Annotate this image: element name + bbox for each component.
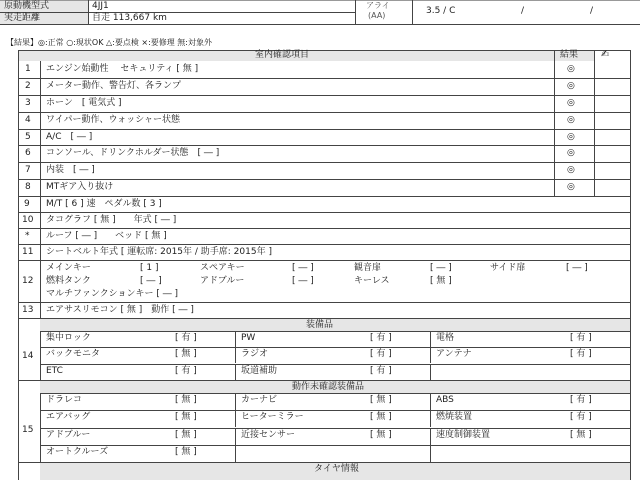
row-11-no: 11 — [22, 247, 34, 257]
equipment-item-value: [ 有 ] — [370, 366, 392, 376]
row-12-no: 12 — [22, 276, 34, 286]
row-9-no: 9 — [24, 199, 30, 209]
row-3-text: ホーン [ 電気式 ] — [46, 98, 122, 108]
edit-icon[interactable]: ✍ — [601, 49, 610, 60]
slash-1: / — [521, 6, 525, 16]
adblue-label: アドブルー — [200, 276, 245, 286]
row-13-no: 13 — [22, 305, 34, 315]
multifunction-key: マルチファンクションキー [ ― ] — [46, 289, 179, 299]
side-door-value: [ ― ] — [566, 263, 588, 273]
equipment-item-value: [ 有 ] — [175, 333, 197, 343]
unchecked-item-value: [ 有 ] — [570, 395, 592, 405]
row-4-text: ワイパー動作、ウォッシャー状態 — [46, 115, 181, 125]
row-8-no: 8 — [25, 182, 31, 192]
unchecked-item-label: 燃焼装置 — [436, 412, 473, 422]
row-8-result: ◎ — [567, 182, 575, 192]
result-legend: 【結果】◎:正常 ○:現状OK △:要点検 ×:要修理 無:対象外 — [6, 38, 213, 47]
equipment-item-label: 電格 — [436, 333, 455, 343]
fuel-tank-value: [ ― ] — [140, 276, 162, 286]
rear-door-value: [ ― ] — [430, 263, 452, 273]
row-7-result: ◎ — [567, 165, 575, 175]
row-1-result: ◎ — [567, 64, 575, 74]
row-3-no: 3 — [25, 98, 31, 108]
row-10-no: 10 — [22, 215, 34, 225]
equipment-item-label: PW — [241, 333, 256, 343]
fuel-tank-label: 燃料タンク — [46, 276, 91, 286]
row-2-text: メーター動作、警告灯、各ランプ — [46, 81, 182, 91]
unchecked-item-value: [ 無 ] — [570, 430, 592, 440]
mileage-label: 実走距離 — [4, 13, 41, 23]
row-6-result: ◎ — [567, 148, 575, 158]
engine-model-value: 4JJ1 — [92, 1, 109, 11]
row-6-text: コンソール、ドリンクホルダー状態 [ ― ] — [46, 148, 220, 158]
keyless-label: キーレス — [354, 276, 390, 286]
side-door-label: サイド扉 — [490, 263, 526, 273]
unchecked-item-value: [ 無 ] — [175, 395, 197, 405]
equipment-header: 装備品 — [306, 320, 334, 330]
unchecked-item-label: ABS — [436, 395, 454, 405]
row-5-result: ◎ — [567, 132, 575, 142]
row-7-text: 内装 [ ― ] — [46, 165, 95, 175]
unchecked-item-value: [ 無 ] — [175, 412, 197, 422]
unchecked-item-label: ドラレコ — [46, 395, 83, 405]
equipment-item-value: [ 有 ] — [175, 366, 197, 376]
equipment-item-label: ETC — [46, 366, 63, 376]
unchecked-item-value: [ 無 ] — [370, 430, 392, 440]
equipment-item-value: [ 有 ] — [570, 333, 592, 343]
slash-2: / — [590, 6, 594, 16]
unchecked-item-label: ヒーターミラー — [241, 412, 304, 422]
equipment-item-value: [ 有 ] — [370, 333, 392, 343]
result-header: 結果 — [560, 50, 579, 60]
unchecked-item-value: [ 無 ] — [370, 395, 392, 405]
equipment-item-value: [ 有 ] — [370, 349, 392, 359]
unchecked-item-value: [ 無 ] — [175, 447, 197, 457]
unchecked-item-label: アドブルー — [46, 430, 91, 440]
mileage-value: 自走 113,667 km — [92, 13, 167, 23]
alignment-value: 3.5 / C — [426, 6, 456, 16]
unchecked-item-label: オートクルーズ — [46, 447, 109, 457]
unchecked-item-label: 速度制御装置 — [436, 430, 491, 440]
row-2-no: 2 — [25, 81, 31, 91]
alignment-label: アライ — [366, 1, 390, 10]
equipment-item-label: 集中ロック — [46, 333, 91, 343]
row-15-no: 15 — [22, 425, 34, 435]
unchecked-item-label: エアバッグ — [46, 412, 91, 422]
unchecked-header: 動作未確認装備品 — [292, 382, 365, 392]
equipment-item-value: [ 無 ] — [175, 349, 197, 359]
interior-header: 室内確認項目 — [255, 50, 310, 60]
row-star-no: * — [25, 231, 30, 241]
row-roof-text: ルーフ [ ― ] ベッド [ 無 ] — [46, 231, 167, 241]
main-key-label: メインキー — [46, 263, 91, 273]
row-6-no: 6 — [25, 148, 31, 158]
spare-key-value: [ ― ] — [292, 263, 314, 273]
row-14-no: 14 — [22, 351, 34, 361]
unchecked-item-value: [ 無 ] — [175, 430, 197, 440]
unchecked-item-label: 近接センサー — [241, 430, 296, 440]
equipment-item-value: [ 有 ] — [570, 349, 592, 359]
row-3-result: ◎ — [567, 98, 575, 108]
row-2-result: ◎ — [567, 81, 575, 91]
row-7-no: 7 — [25, 165, 31, 175]
row-11-text: シートベルト年式 [ 運転席: 2015年 / 助手席: 2015年 ] — [46, 247, 272, 257]
row-5-text: A/C [ ― ] — [46, 132, 93, 142]
main-key-value: [ 1 ] — [140, 263, 159, 273]
unchecked-item-value: [ 有 ] — [570, 412, 592, 422]
row-5-no: 5 — [25, 132, 31, 142]
spare-key-label: スペアキー — [200, 263, 245, 273]
equipment-item-label: 坂道補助 — [241, 366, 278, 376]
unchecked-item-label: カーナビ — [241, 395, 278, 405]
row-1-no: 1 — [25, 64, 31, 74]
equipment-item-label: ラジオ — [241, 349, 269, 359]
row-4-no: 4 — [25, 115, 31, 125]
equipment-item-label: バックモニタ — [46, 349, 101, 359]
unchecked-item-value: [ 無 ] — [370, 412, 392, 422]
alignment-sub-label: (AA) — [368, 11, 386, 20]
tire-info-header: タイヤ情報 — [314, 464, 359, 474]
rear-door-label: 観音扉 — [354, 263, 382, 273]
adblue-value: [ ― ] — [292, 276, 314, 286]
row-13-text: エアサスリモコン [ 無 ] 動作 [ ― ] — [46, 305, 194, 315]
keyless-value: [ 無 ] — [430, 276, 452, 286]
row-8-text: MTギア入り抜け — [46, 182, 114, 192]
equipment-item-label: アンテナ — [436, 349, 472, 359]
row-9-text: M/T [ 6 ] 速 ペダル数 [ 3 ] — [46, 199, 162, 209]
row-1-text: エンジン始動性 セキュリティ [ 無 ] — [46, 64, 199, 74]
engine-model-label: 原動機型式 — [4, 1, 50, 11]
row-4-result: ◎ — [567, 115, 575, 125]
row-10-text: タコグラフ [ 無 ] 年式 [ ― ] — [46, 215, 177, 225]
